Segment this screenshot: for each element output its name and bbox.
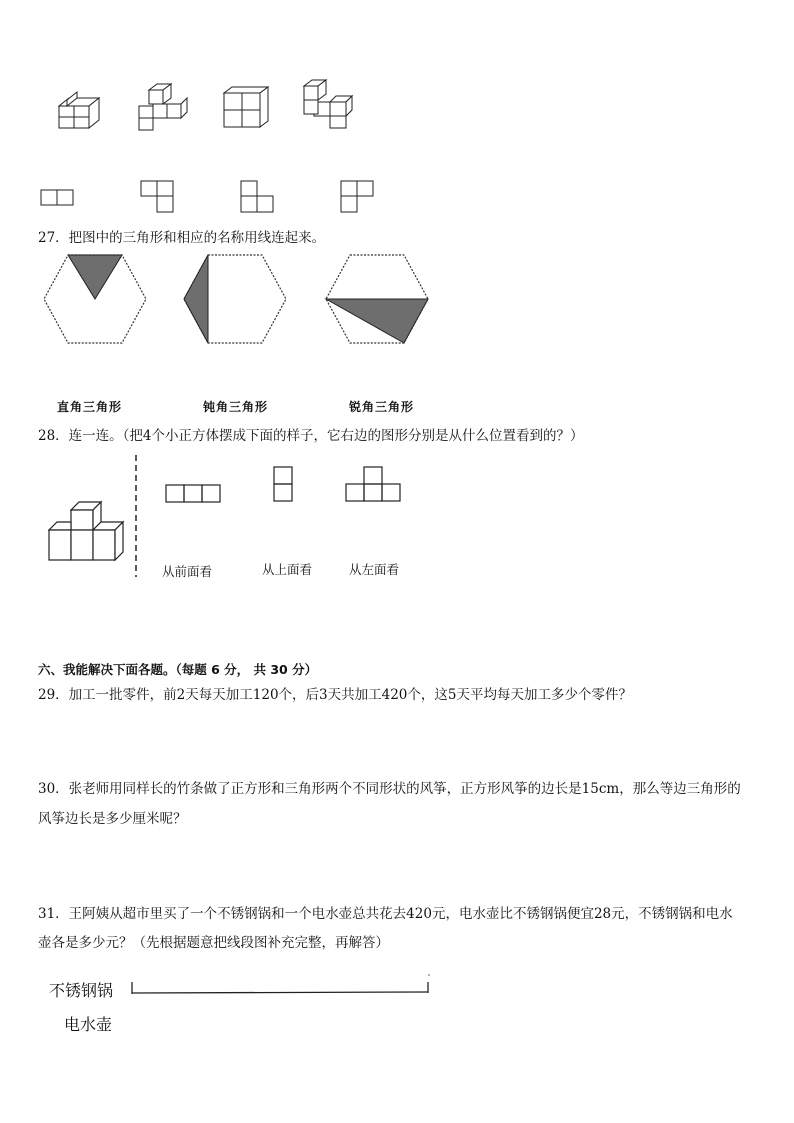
view-outline-c [240, 180, 276, 216]
cube-figure-1 [55, 90, 105, 130]
question-31-line1: 31．王阿姨从超市里买了一个不锈钢锅和一个电水壶总共花去420元，电水壶比不锈钢锅便宜28元，不锈钢锅和电水 [38, 906, 733, 922]
view-front [165, 484, 223, 504]
stacked-cubes-figure [44, 500, 129, 565]
steel-pot-segment [130, 974, 435, 996]
view-outline-a [40, 189, 76, 207]
section-6-title: 六、我能解决下面各题。（每题 6 分， 共 30 分） [38, 662, 318, 677]
question-28-text: 28．连一连。（把4个小正方体摆成下面的样子，它右边的图形分别是从什么位置看到的？） [38, 428, 584, 444]
diagram-label-steel-pot: 不锈钢锅 [49, 981, 114, 1000]
hexagon-half-triangle [180, 252, 290, 347]
label-right-triangle: 直角三角形 [57, 400, 123, 414]
question-30-line2: 风筝边长是多少厘米呢？ [38, 811, 187, 827]
hexagon-right-angle [40, 252, 150, 347]
diagram-label-kettle: 电水壶 [64, 1015, 113, 1034]
cube-figure-3 [222, 85, 272, 130]
label-acute-triangle: 锐角三角形 [349, 400, 415, 414]
hexagon-obtuse-triangle [322, 252, 432, 347]
label-top-view: 从上面看 [262, 562, 313, 577]
label-left-view: 从左面看 [349, 562, 400, 577]
question-29-text: 29．加工一批零件，前2天每天加工120个，后3天共加工420个，这5天平均每天加工多少个零件？ [38, 687, 632, 703]
view-top [273, 466, 295, 504]
question-31-line2: 壶各是多少元？（先根据题意把线段图补充完整，再解答） [38, 935, 389, 951]
view-outline-b [140, 180, 176, 216]
question-27-text: 27．把图中的三角形和相应的名称用线连起来。 [38, 230, 326, 246]
cube-figure-2 [135, 82, 190, 132]
label-front-view: 从前面看 [162, 564, 213, 579]
view-left [345, 466, 403, 504]
question-30-line1: 30．张老师用同样长的竹条做了正方形和三角形两个不同形状的风筝，正方形风筝的边长是15cm，那么等边三角形的 [38, 781, 741, 797]
view-outline-d [340, 180, 376, 216]
label-obtuse-triangle: 钝角三角形 [203, 400, 269, 414]
cube-figure-4 [300, 78, 355, 130]
dashed-divider [134, 455, 138, 577]
